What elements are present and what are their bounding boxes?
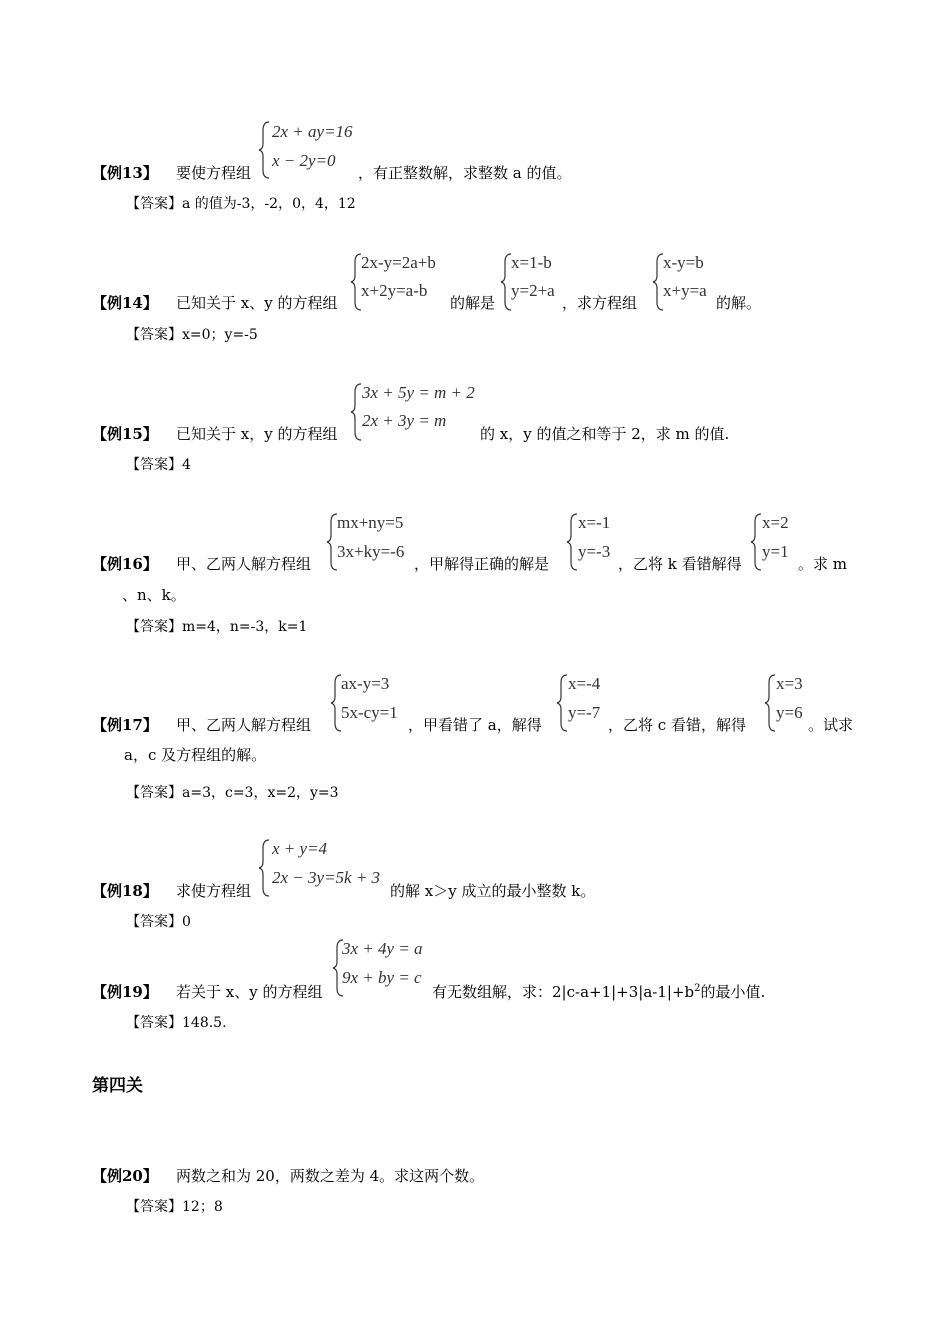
question-text-b: 的最小值. [700,983,766,1001]
example-17-text-2: ，乙将 c 看错，解得 [608,716,746,734]
equation-1: 2x + ay=16 [272,122,353,141]
equation-1: x=3 [776,674,803,693]
equation-2: 9x + by = c [342,968,422,987]
example-17-continuation: a，c 及方程组的解。 [124,746,267,764]
example-14-answer: 【答案】x=0；y=-5 [126,327,258,343]
example-18-label: 【例18】 [92,882,158,900]
equation-1: ax-y=3 [341,674,390,693]
example-19-prompt: 若关于 x、y 的方程组 [176,983,323,1001]
example-14-text-1: 的解是 [450,294,496,312]
equation-2: x+2y=a-b [361,281,428,300]
equation-1: x=-1 [578,513,611,532]
example-14-prompt: 已知关于 x、y 的方程组 [176,294,338,312]
example-16-text-1: ，甲解得正确的解是 [414,555,550,573]
example-13-question: ，有正整数解，求整数 a 的值。 [358,164,572,182]
example-20-question: 两数之和为 20，两数之差为 4。求这两个数。 [176,1167,485,1185]
example-18-answer: 【答案】0 [126,914,191,930]
equation-2: y=2+a [511,281,555,300]
example-20-answer: 【答案】12；8 [126,1199,223,1215]
example-13-answer: 【答案】a 的值为-3，-2，0，4，12 [126,196,356,212]
example-14-label: 【例14】 [92,294,158,312]
example-13-prompt: 要使方程组 [176,164,252,182]
example-16-label: 【例16】 [92,555,158,573]
example-16-text-2: ，乙将 k 看错解得 [618,555,742,573]
exponent: 2 [694,983,701,994]
example-13-label: 【例13】 [92,164,158,182]
equation-1: mx+ny=5 [337,513,404,532]
equation-1: x=1-b [511,253,552,272]
equation-1: 2x-y=2a+b [361,253,436,272]
example-17-text-3: 。试求 [808,716,854,734]
example-15-question: 的 x，y 的值之和等于 2，求 m 的值. [480,425,730,443]
example-15-prompt: 已知关于 x，y 的方程组 [176,425,338,443]
section-heading: 第四关 [92,1076,143,1096]
equation-2: y=1 [762,542,789,561]
equation-2: 5x-cy=1 [341,703,398,722]
equation-1: x=2 [762,513,789,532]
equation-1: x=-4 [568,674,601,693]
equation-2: 2x − 3y=5k + 3 [272,868,381,887]
example-17-answer: 【答案】a=3，c=3，x=2，y=3 [126,785,339,801]
question-text-a: 有无数组解，求：2|c-a+1|+3|a-1|+b [432,983,695,1001]
example-17-prompt: 甲、乙两人解方程组 [176,716,312,734]
example-16-answer: 【答案】m=4，n=-3，k=1 [126,619,308,635]
example-17-label: 【例17】 [92,716,158,734]
example-17-text-1: ，甲看错了 a，解得 [408,716,542,734]
left-brace [258,838,272,898]
example-16-text-3: 。求 m [798,555,847,573]
equation-1: 3x + 4y = a [342,939,423,958]
equation-2: y=-3 [578,542,611,561]
left-brace [258,120,272,180]
example-14-text-3: 的解。 [716,294,762,312]
example-18-question: 的解 x＞y 成立的最小整数 k。 [390,882,596,900]
example-19-question [432,981,765,1002]
example-19-label: 【例19】 [92,983,158,1001]
equation-2: 2x + 3y = m [362,411,447,430]
example-14-text-2: ，求方程组 [562,294,638,312]
equation-1: 3x + 5y = m + 2 [362,383,475,402]
example-16-prompt: 甲、乙两人解方程组 [176,555,312,573]
equation-2: y=-7 [568,703,601,722]
example-18-prompt: 求使方程组 [176,882,252,900]
equation-2: x − 2y=0 [272,151,336,170]
example-20-label: 【例20】 [92,1167,158,1185]
equation-2: y=6 [776,703,803,722]
equation-2: x+y=a [663,281,707,300]
example-16-continuation: 、n、k。 [122,586,186,604]
example-19-answer: 【答案】148.5. [126,1015,227,1031]
example-17-system-3 [764,673,950,733]
equation-1: x-y=b [663,253,704,272]
equation-1: x + y=4 [272,839,328,858]
example-15-label: 【例15】 [92,425,158,443]
equation-2: 3x+ky=-6 [337,542,405,561]
example-16-system-3 [750,512,950,572]
example-15-answer: 【答案】4 [126,457,191,473]
